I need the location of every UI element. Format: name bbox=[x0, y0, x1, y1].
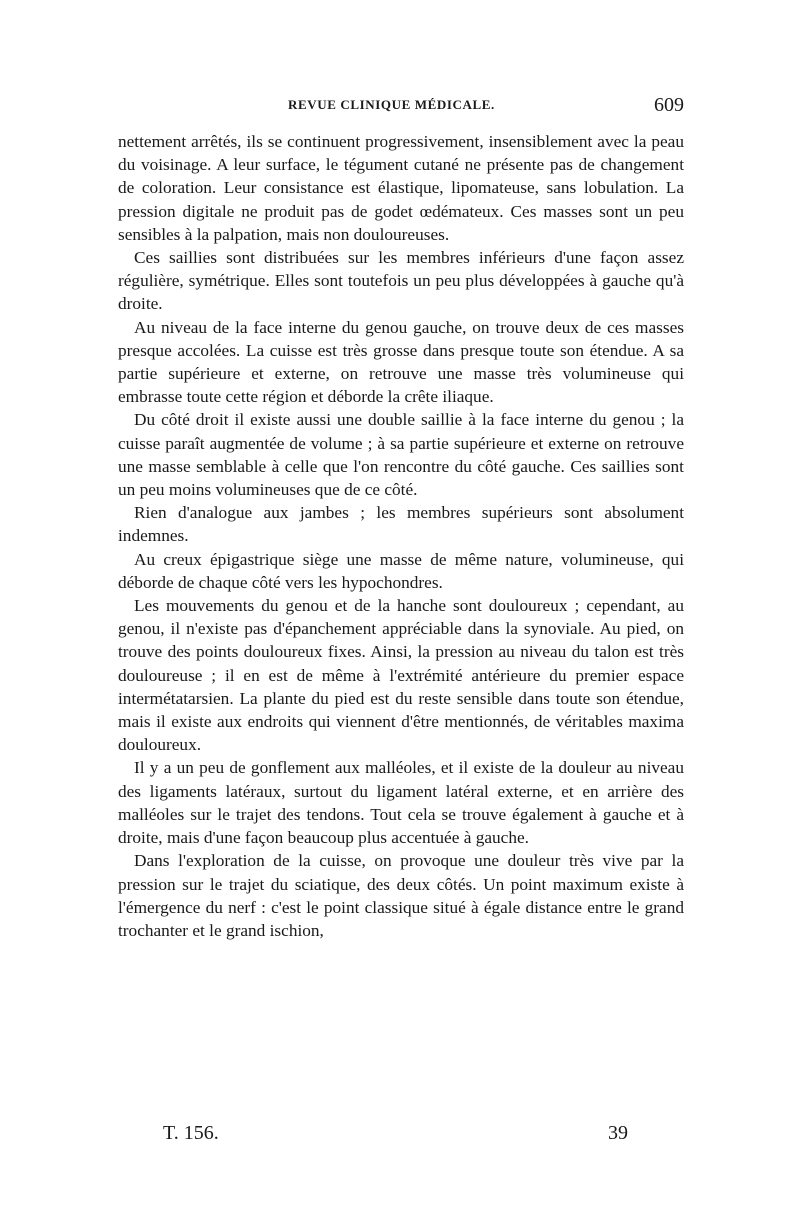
paragraph: nettement arrêtés, ils se continuent progressivement, insensiblement avec la peau du voisinage. A leur surface, le tégument cutané ne présente pas de changement de coloration. Leur consistance est élastique, lipomateuse, sans lobulation. La pression digitale ne produit pas de godet œdémateux. Ces masses sont un peu sensibles à la palpation, mais non douloureuses. bbox=[118, 132, 684, 244]
paragraph: Ces saillies sont distribuées sur les membres inférieurs d'une façon assez régulière, symétrique. Elles sont toutefois un peu plus développées à gauche qu'à droite. bbox=[118, 248, 684, 314]
paragraph: Dans l'exploration de la cuisse, on provoque une douleur très vive par la pression sur le trajet du sciatique, des deux côtés. Un point maximum existe à l'émergence du nerf : c'est le point classique situé à égale distance entre le grand trochanter et le grand ischion, bbox=[118, 851, 684, 940]
volume-mark: T. 156. bbox=[163, 1122, 219, 1144]
page-footer bbox=[118, 1122, 684, 1148]
page-number: 609 bbox=[654, 94, 684, 116]
paragraph: Au niveau de la face interne du genou gauche, on trouve deux de ces masses presque accolées. La cuisse est très grosse dans presque toute son étendue. A sa partie supérieure et externe, on retrouve une masse très volumineuse qui embrasse toute cette région et déborde la crête iliaque. bbox=[118, 317, 684, 407]
body-text bbox=[118, 130, 684, 942]
paragraph: Du côté droit il existe aussi une double saillie à la face interne du genou ; la cuisse paraît augmentée de volume ; à sa partie supérieure et externe on retrouve une masse semblable à celle que l'on rencontre du côté gauche. Ces saillies sont un peu moins volumineuses que de ce côté. bbox=[118, 410, 684, 500]
paragraph: Les mouvements du genou et de la hanche sont douloureux ; cependant, au genou, il n'existe pas d'épanchement appréciable dans la synoviale. Au pied, on trouve des points douloureux fixes. Ainsi, la pression au niveau du talon est très douloureuse ; il en est de même à l'extrémité antérieure du premier espace intermétatarsien. La plante du pied est du reste sensible dans toute son étendue, mais il existe aux endroits qui viennent d'être mentionnés, de véritables maxima douloureux. bbox=[118, 596, 684, 755]
page-header bbox=[118, 94, 684, 121]
paragraph: Rien d'analogue aux jambes ; les membres supérieurs sont absolument indemnes. bbox=[118, 503, 684, 546]
paragraph: Il y a un peu de gonflement aux malléoles, et il existe de la douleur au niveau des ligaments latéraux, surtout du ligament latéral externe, et en arrière des malléoles sur le trajet des tendons. Tout cela se trouve également à gauche et à droite, mais d'une façon beaucoup plus accentuée à gauche. bbox=[118, 758, 684, 848]
signature-mark: 39 bbox=[608, 1122, 628, 1144]
running-title: REVUE CLINIQUE MÉDICALE. bbox=[288, 97, 495, 112]
paragraph: Au creux épigastrique siège une masse de même nature, volumineuse, qui déborde de chaque côté vers les hypochondres. bbox=[118, 549, 684, 592]
